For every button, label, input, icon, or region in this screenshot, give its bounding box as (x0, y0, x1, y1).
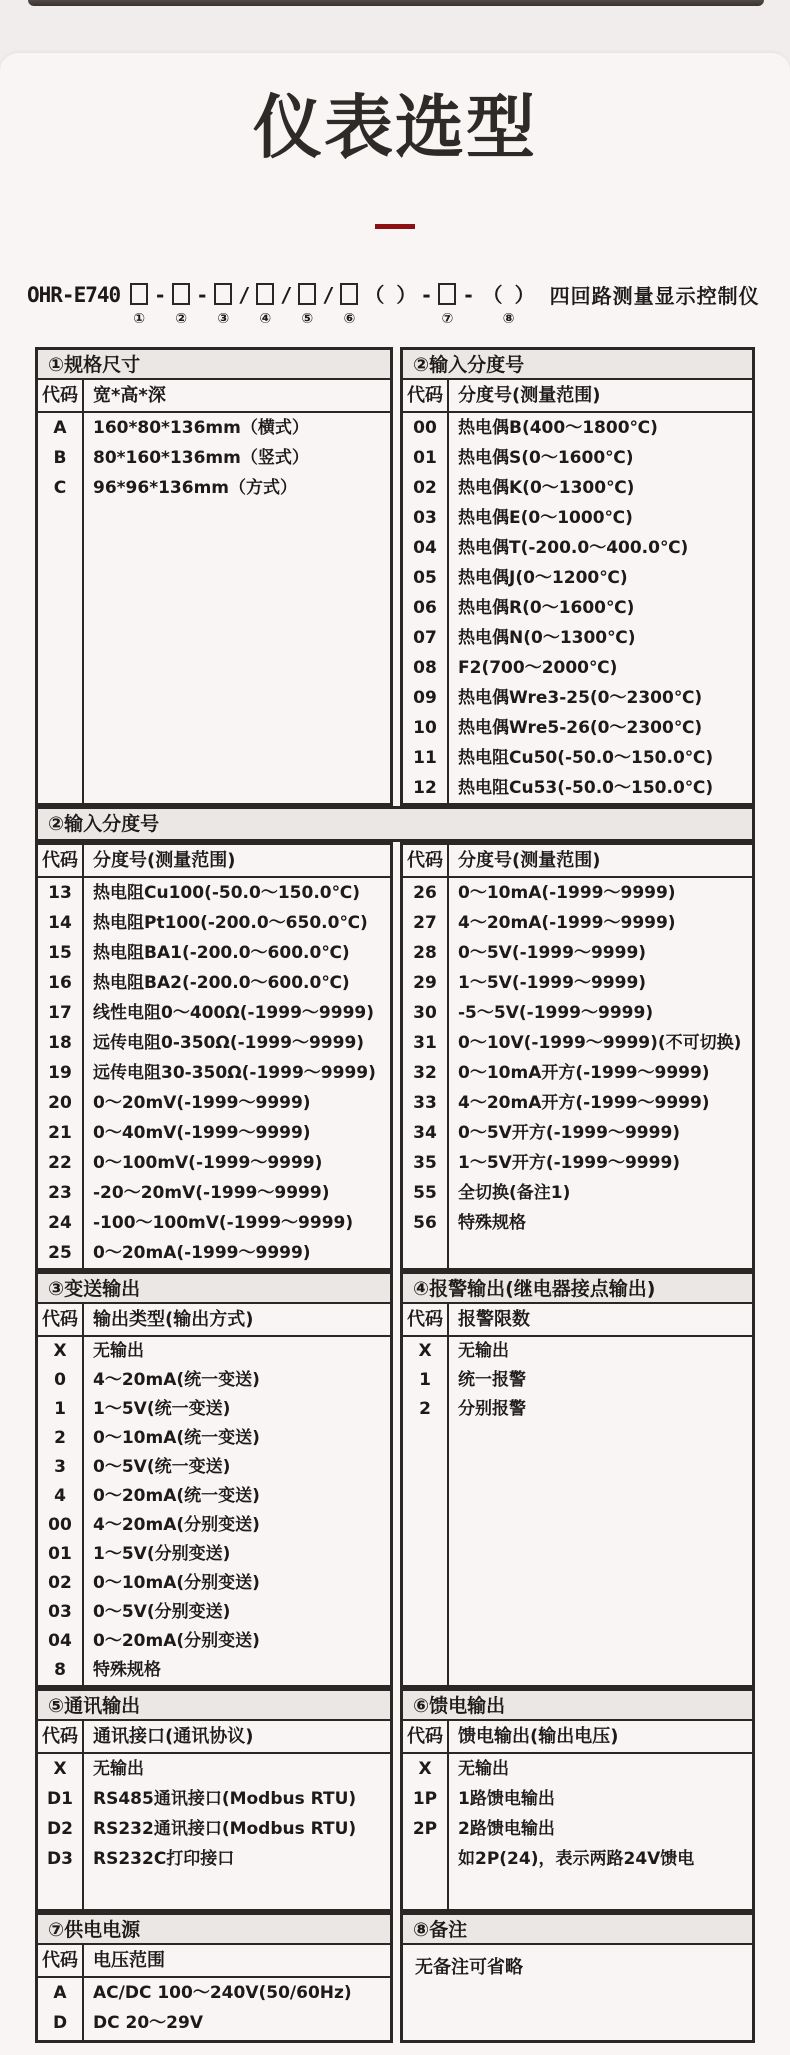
row-code: 01 (413, 448, 437, 469)
row-value: 热电阻Cu50(-50.0～150.0℃) (458, 748, 714, 769)
row-code: D1 (47, 1789, 73, 1810)
column-header-code: 代码 (403, 845, 449, 876)
circled-number: ⑦ (441, 311, 454, 328)
model-box-④ (256, 283, 274, 328)
circled-number: ① (133, 311, 146, 328)
circled-number: ⑤ (301, 311, 314, 328)
row-value: 热电阻Pt100(-200.0～650.0℃) (93, 913, 368, 934)
code-column (38, 1337, 84, 1685)
row-code (403, 1844, 447, 1874)
row-value: 0～5V(统一变送) (93, 1457, 231, 1478)
row-code: 1 (419, 1370, 431, 1391)
row-code: 34 (413, 1123, 437, 1144)
section-title: ①规格尺寸 (38, 350, 390, 380)
row-value: 热电偶E(0～1000℃) (458, 508, 633, 529)
row-code: 17 (48, 1003, 72, 1024)
row-value: 热电偶B(400～1800℃) (458, 418, 658, 439)
row-code: 1 (54, 1399, 66, 1420)
section-pair (35, 347, 755, 806)
title-divider (375, 224, 415, 229)
row-code: 07 (413, 628, 437, 649)
row-value: 无输出 (93, 1759, 144, 1780)
row-code: 06 (413, 598, 437, 619)
model-separator: - (462, 283, 475, 308)
column-header-row (38, 1721, 390, 1754)
section-title: ⑧备注 (403, 1915, 752, 1945)
row-value: 80*160*136mm（竖式） (93, 448, 309, 469)
row-value: 0～20mA(分别变送) (93, 1631, 260, 1652)
row-code: 1P (412, 1789, 438, 1810)
selection-table (35, 347, 755, 2043)
column-header-code: 代码 (38, 845, 84, 876)
row-value: 热电偶J(0～1200℃) (458, 568, 628, 589)
row-value: 热电偶Wre3-25(0～2300℃) (458, 688, 703, 709)
row-value: 0～10mA(-1999～9999) (458, 883, 676, 904)
model-pattern (126, 283, 540, 328)
row-code: 25 (48, 1243, 72, 1264)
row-value: F2(700～2000℃) (458, 658, 618, 679)
row-code: 00 (413, 418, 437, 439)
model-separator: - (154, 283, 167, 308)
paren-text: （ ） (482, 283, 535, 308)
row-code: 2 (419, 1399, 431, 1420)
row-code: 22 (48, 1153, 72, 1174)
row-code: 09 (413, 688, 437, 709)
column-header-label: 馈电输出(输出电压) (458, 1726, 619, 1748)
row-code: 3 (54, 1457, 66, 1478)
model-separator: - (420, 283, 433, 308)
value-column (84, 413, 390, 803)
circled-number: ② (175, 311, 188, 328)
row-code: 02 (413, 478, 437, 499)
row-code: 33 (413, 1093, 437, 1114)
row-code: 10 (413, 718, 437, 739)
row-value: 0～10mA(分别变送) (93, 1573, 260, 1594)
model-separator: （ ） (364, 283, 417, 308)
column-header-label: 分度号(测量范围) (458, 850, 601, 872)
row-code: D (52, 2013, 68, 2034)
row-value: -20～20mV(-1999～9999) (93, 1183, 330, 1204)
model-line (27, 283, 790, 333)
column-header-row (403, 1721, 752, 1754)
section-half (35, 1271, 393, 1688)
blank-box-icon (340, 283, 358, 305)
section-title: ⑤通讯输出 (38, 1691, 390, 1721)
row-value: 全切换(备注1) (458, 1183, 571, 1204)
blank-box-icon (438, 283, 456, 305)
row-code: 0 (54, 1370, 66, 1391)
section-title: ⑥馈电输出 (403, 1691, 752, 1721)
blank-box-icon (298, 283, 316, 305)
row-code: X (53, 1341, 67, 1362)
section-half (400, 1688, 755, 1912)
value-column (84, 1978, 390, 2040)
row-code: 32 (413, 1063, 437, 1084)
section-body (38, 413, 390, 803)
row-code: 03 (413, 508, 437, 529)
model-box-① (130, 283, 148, 328)
row-code: A (53, 1983, 67, 2004)
row-value: 热电阻BA1(-200.0～600.0℃) (93, 943, 350, 964)
row-code: 18 (48, 1033, 72, 1054)
row-value: 1路馈电输出 (458, 1789, 555, 1810)
circled-number: ④ (259, 311, 272, 328)
row-value: DC 20～29V (93, 2013, 203, 2034)
column-header-row (38, 380, 390, 413)
row-code: 30 (413, 1003, 437, 1024)
row-code: 2 (54, 1428, 66, 1449)
code-column (38, 1978, 84, 2040)
row-code: X (418, 1341, 432, 1362)
row-code: 56 (413, 1213, 437, 1234)
code-column (403, 1337, 449, 1685)
value-column (84, 878, 390, 1268)
section-body (403, 413, 752, 803)
row-value: RS485通讯接口(Modbus RTU) (93, 1789, 357, 1810)
row-code: X (53, 1759, 67, 1780)
row-value: 0～20mA(-1999～9999) (93, 1243, 311, 1264)
column-header-label: 宽*高*深 (93, 385, 166, 407)
column-header-label: 通讯接口(通讯协议) (93, 1726, 254, 1748)
model-separator: / (322, 283, 335, 308)
row-code: 23 (48, 1183, 72, 1204)
blank-box-icon (256, 283, 274, 305)
section-banner: ②输入分度号 (35, 806, 755, 842)
model-box-② (172, 283, 190, 328)
value-column (84, 1337, 390, 1685)
section-body (403, 1754, 752, 1909)
section-pair (35, 1912, 755, 2043)
column-header-label: 分度号(测量范围) (458, 385, 601, 407)
column-header-label: 电压范围 (93, 1950, 165, 1972)
column-header-label: 分度号(测量范围) (93, 850, 236, 872)
column-header-label: 输出类型(输出方式) (93, 1309, 254, 1331)
row-value: 热电阻Cu53(-50.0～150.0℃) (458, 778, 714, 799)
row-value: 热电偶N(0～1300℃) (458, 628, 636, 649)
row-code: 29 (413, 973, 437, 994)
section-body (38, 1754, 390, 1909)
row-value: 0～100mV(-1999～9999) (93, 1153, 323, 1174)
section-body (403, 878, 752, 1268)
model-separator: / (238, 283, 251, 308)
code-column (38, 413, 84, 803)
row-code: 21 (48, 1123, 72, 1144)
column-header-row (403, 845, 752, 878)
row-code: 00 (48, 1515, 72, 1536)
section-half (35, 842, 393, 1271)
row-code: 16 (48, 973, 72, 994)
model-paren-group (481, 283, 537, 328)
row-value: 4～20mA(-1999～9999) (458, 913, 676, 934)
row-value: 分别报警 (458, 1399, 526, 1420)
value-column (84, 1754, 390, 1909)
row-value: 热电偶Wre5-26(0～2300℃) (458, 718, 703, 739)
row-value: 远传电阻30-350Ω(-1999～9999) (93, 1063, 376, 1084)
row-code: X (418, 1759, 432, 1780)
row-value: 线性电阻0～400Ω(-1999～9999) (93, 1003, 374, 1024)
row-value: 96*96*136mm（方式） (93, 478, 298, 499)
column-header-code: 代码 (403, 380, 449, 411)
row-code: 35 (413, 1153, 437, 1174)
row-value: 热电偶S(0～1600℃) (458, 448, 634, 469)
model-separator: / (280, 283, 293, 308)
row-code: 2P (412, 1819, 438, 1840)
section-half (400, 347, 755, 806)
row-code: 19 (48, 1063, 72, 1084)
row-code: 02 (48, 1573, 72, 1594)
code-column (38, 878, 84, 1268)
row-value: 1～5V(统一变送) (93, 1399, 231, 1420)
column-header-row (38, 1945, 390, 1978)
blank-box-icon (130, 283, 148, 305)
row-value: RS232通讯接口(Modbus RTU) (93, 1819, 357, 1840)
section-body (38, 1337, 390, 1685)
column-header-row (38, 845, 390, 878)
value-column (449, 413, 752, 803)
row-value: 0～10V(-1999～9999)(不可切换) (458, 1033, 742, 1054)
row-value: 热电偶K(0～1300℃) (458, 478, 635, 499)
column-header-code: 代码 (38, 1945, 84, 1976)
row-value: 热电阻Cu100(-50.0～150.0℃) (93, 883, 360, 904)
section-half (400, 1912, 755, 2043)
model-suffix: 四回路测量显示控制仪 (549, 284, 760, 309)
row-value: 4～20mA开方(-1999～9999) (458, 1093, 710, 1114)
column-header-code: 代码 (38, 380, 84, 411)
row-code: D2 (47, 1819, 73, 1840)
title-divider-bar (375, 224, 415, 229)
code-column (403, 1754, 449, 1909)
row-value: 特殊规格 (458, 1213, 526, 1234)
section-pair (35, 842, 755, 1271)
row-value: 1～5V(-1999～9999) (458, 973, 647, 994)
row-code: 4 (54, 1486, 66, 1507)
model-box-⑤ (298, 283, 316, 328)
column-header-code: 代码 (403, 1721, 449, 1752)
row-code: 28 (413, 943, 437, 964)
content-card (0, 53, 790, 2055)
section-title: ③变送输出 (38, 1274, 390, 1304)
row-code: 01 (48, 1544, 72, 1565)
row-code: 08 (413, 658, 437, 679)
code-column (38, 1754, 84, 1909)
circled-number: ⑥ (343, 311, 356, 328)
circled-number: ⑧ (502, 311, 515, 328)
row-value: 统一报警 (458, 1370, 526, 1391)
row-value: 热电阻BA2(-200.0～600.0℃) (93, 973, 350, 994)
row-value: AC/DC 100～240V(50/60Hz) (93, 1983, 352, 2004)
row-code: 04 (48, 1631, 72, 1652)
row-code: 20 (48, 1093, 72, 1114)
row-value: 4～20mA(统一变送) (93, 1370, 260, 1391)
section-half (400, 842, 755, 1271)
row-code: D3 (47, 1849, 73, 1870)
row-value: 0～10mA(统一变送) (93, 1428, 260, 1449)
model-box-⑥ (340, 283, 358, 328)
row-value: 2路馈电输出 (458, 1819, 555, 1840)
row-code: B (53, 448, 67, 469)
row-code: 8 (54, 1660, 66, 1681)
row-code: A (53, 418, 67, 439)
section-title: ②输入分度号 (403, 350, 752, 380)
column-header-row (403, 1304, 752, 1337)
model-box-⑦ (438, 283, 456, 328)
row-value: 热电偶R(0～1600℃) (458, 598, 635, 619)
row-value: 1～5V(分别变送) (93, 1544, 231, 1565)
row-code: 11 (413, 748, 437, 769)
row-value: 1～5V开方(-1999～9999) (458, 1153, 681, 1174)
note-cell: 无备注可省略 (415, 1957, 523, 1979)
section-title: ⑦供电电源 (38, 1915, 390, 1945)
row-value: 0～5V开方(-1999～9999) (458, 1123, 681, 1144)
row-value: 0～10mA开方(-1999～9999) (458, 1063, 710, 1084)
row-value: 无输出 (458, 1759, 509, 1780)
top-banner (28, 0, 764, 6)
section-body (38, 1978, 390, 2040)
value-column (449, 878, 752, 1268)
row-value: 无输出 (93, 1341, 144, 1362)
section-half (400, 1271, 755, 1688)
section-title: ④报警输出(继电器接点输出) (403, 1274, 752, 1304)
column-header-code: 代码 (38, 1721, 84, 1752)
row-code: 12 (413, 778, 437, 799)
column-header-label: 报警限数 (458, 1309, 530, 1331)
row-value: 0～40mV(-1999～9999) (93, 1123, 311, 1144)
value-column (449, 1337, 752, 1685)
row-value: 160*80*136mm（横式） (93, 418, 309, 439)
row-value: 热电偶T(-200.0～400.0℃) (458, 538, 689, 559)
section-body (38, 878, 390, 1268)
row-code: 14 (48, 913, 72, 934)
row-code: C (53, 478, 67, 499)
code-column (403, 878, 449, 1268)
row-value: 0～20mV(-1999～9999) (93, 1093, 311, 1114)
row-code: 55 (413, 1183, 437, 1204)
section-body (403, 1337, 752, 1685)
row-value: 4～20mA(分别变送) (93, 1515, 260, 1536)
value-column (449, 1754, 752, 1909)
section-half (35, 1688, 393, 1912)
column-header-code: 代码 (403, 1304, 449, 1335)
row-code: 15 (48, 943, 72, 964)
section-half (35, 347, 393, 806)
row-value: 无输出 (458, 1341, 509, 1362)
row-value: 0～20mA(统一变送) (93, 1486, 260, 1507)
model-prefix: OHR-E740 (27, 283, 121, 308)
row-code: 31 (413, 1033, 437, 1054)
row-value: 远传电阻0-350Ω(-1999～9999) (93, 1033, 365, 1054)
row-value: 0～5V(分别变送) (93, 1602, 231, 1623)
row-value: RS232C打印接口 (93, 1849, 235, 1870)
blank-box-icon (214, 283, 232, 305)
section-half (35, 1912, 393, 2043)
row-value: 0～5V(-1999～9999) (458, 943, 647, 964)
row-code: 05 (413, 568, 437, 589)
section-pair (35, 1688, 755, 1912)
row-code: 24 (48, 1213, 72, 1234)
section-pair (35, 1271, 755, 1688)
column-header-row (38, 1304, 390, 1337)
row-code: 26 (413, 883, 437, 904)
code-column (403, 413, 449, 803)
row-code: 27 (413, 913, 437, 934)
section-body (403, 1945, 752, 2040)
row-value: -100～100mV(-1999～9999) (93, 1213, 354, 1234)
model-separator: - (196, 283, 209, 308)
column-header-row (403, 380, 752, 413)
circled-number: ③ (217, 311, 230, 328)
row-code: 13 (48, 883, 72, 904)
blank-box-icon (172, 283, 190, 305)
row-value: 特殊规格 (93, 1660, 161, 1681)
model-box-③ (214, 283, 232, 328)
row-code: 03 (48, 1602, 72, 1623)
column-header-code: 代码 (38, 1304, 84, 1335)
row-value: 如2P(24)，表示两路24V馈电 (458, 1849, 695, 1870)
row-value: -5～5V(-1999～9999) (458, 1003, 654, 1024)
row-code: 04 (413, 538, 437, 559)
page-title: 仪表选型 (253, 88, 537, 168)
